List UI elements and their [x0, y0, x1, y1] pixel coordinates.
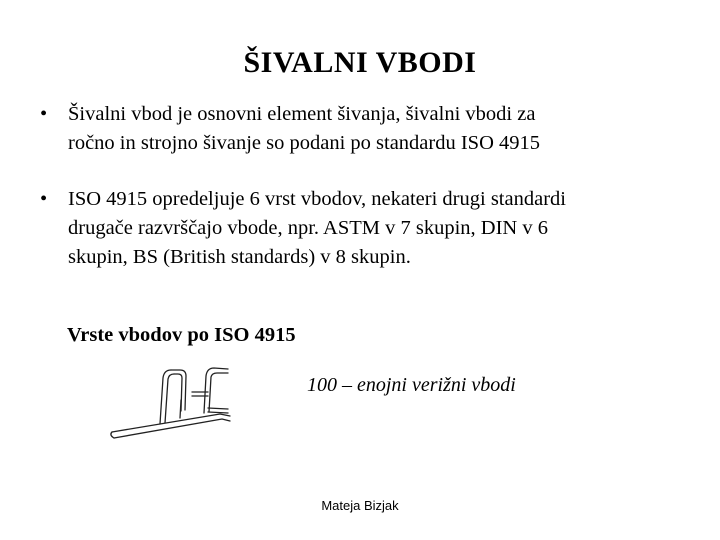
bullet-list — [40, 100, 680, 272]
bullet-line: skupin, BS (British standards) v 8 skupin. — [68, 246, 411, 268]
stitch-caption: 100 – enojni verižni vbodi — [307, 374, 516, 396]
bullet-line: ISO 4915 opredeljuje 6 vrst vbodov, nekateri drugi standardi — [68, 188, 566, 210]
section-heading: Vrste vbodov po ISO 4915 — [67, 324, 296, 346]
slide-title: ŠIVALNI VBODI — [243, 46, 477, 79]
bullet-item — [40, 100, 680, 158]
bullet-marker: • — [40, 188, 48, 210]
bullet-line: Šivalni vbod je osnovni element šivanja, šivalni vbodi za — [68, 103, 536, 125]
bullet-line: ročno in strojno šivanje so podani po standardu ISO 4915 — [68, 132, 541, 154]
footer-author: Mateja Bizjak — [321, 498, 399, 513]
chain-stitch-diagram — [108, 362, 232, 444]
bullet-item — [40, 185, 680, 272]
bullet-marker: • — [40, 103, 48, 125]
bullet-line: drugače razvrščajo vbode, npr. ASTM v 7 skupin, DIN v 6 — [68, 217, 548, 239]
